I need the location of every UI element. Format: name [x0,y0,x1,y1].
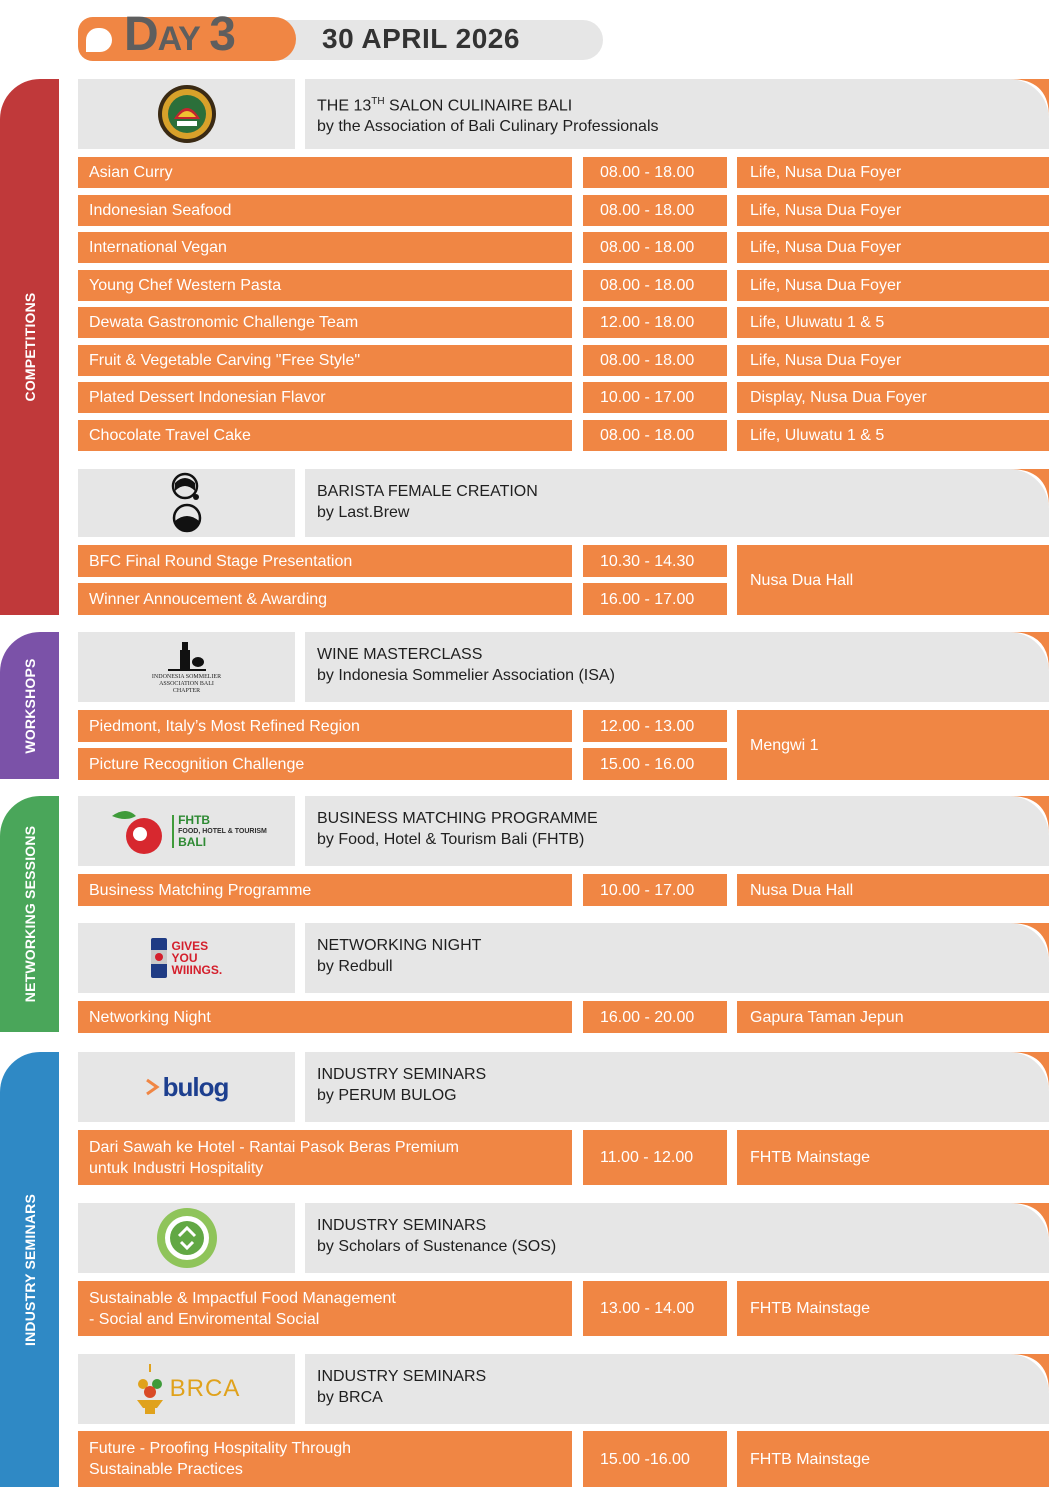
day-heading: DAY 3 [124,8,235,61]
scholars-of-sustenance-logo-icon [155,1206,219,1270]
sos-row-time: 13.00 - 14.00 [583,1281,727,1336]
salon-row-venue: Life, Uluwatu 1 & 5 [737,420,1049,451]
wine-subtitle: by Indonesia Sommelier Association (ISA) [317,667,615,684]
sos-subtitle: by Scholars of Sustenance (SOS) [317,1238,557,1255]
barista-venue: Nusa Dua Hall [737,545,1049,615]
salon-row-venue: Life, Uluwatu 1 & 5 [737,307,1049,338]
salon-row-name: Plated Dessert Indonesian Flavor [78,382,572,413]
salon-row-venue: Life, Nusa Dua Foyer [737,270,1049,301]
wine-row-2-time: 15.00 - 16.00 [583,748,727,780]
barista-row-2-name: Winner Annoucement & Awarding [78,583,572,615]
salon-row-name: Indonesian Seafood [78,195,572,226]
wine-logo-box [78,632,295,702]
salon-row-venue: Life, Nusa Dua Foyer [737,345,1049,376]
sos-row-name-line-2: - Social and Enviromental Social [89,1310,320,1328]
bulog-logo-box [78,1052,295,1122]
bulog-row-name-line-2: untuk Industri Hospitality [89,1159,264,1177]
salon-subtitle: by the Association of Bali Culinary Professionals [317,118,659,136]
salon-row-name: Asian Curry [78,157,572,188]
barista-title-box [305,469,1049,537]
networking-row-name: Networking Night [78,1001,572,1033]
salon-row-time: 08.00 - 18.00 [583,157,727,188]
salon-row-time: 08.00 - 18.00 [583,270,727,301]
business-row-time: 10.00 - 17.00 [583,874,727,906]
sos-title: INDUSTRY SEMINARS [317,1217,487,1234]
brca-title: INDUSTRY SEMINARS [317,1368,487,1385]
wine-venue: Mengwi 1 [737,710,1049,780]
sos-row-name [78,1281,572,1336]
page-header [78,8,603,62]
brca-subtitle: by BRCA [317,1389,383,1406]
barista-title: BARISTA FEMALE CREATION [317,483,538,500]
salon-row-time: 08.00 - 18.00 [583,232,727,263]
brca-row-name [78,1431,572,1487]
category-networking: NETWORKING SESSIONS [0,796,59,1032]
brca-logo-box [78,1354,295,1424]
bulog-title-box [305,1052,1049,1122]
salon-row-name: International Vegan [78,232,572,263]
networking-row-venue: Gapura Taman Jepun [737,1001,1049,1033]
brca-row-name-line-2: Sustainable Practices [89,1461,243,1478]
category-competitions: COMPETITIONS [0,79,59,615]
business-subtitle: by Food, Hotel & Tourism Bali (FHTB) [317,831,585,848]
header-date: 30 APRIL 2026 [322,23,520,54]
fhtb-logo-name: FHTB [178,812,211,827]
salon-row-venue: Display, Nusa Dua Foyer [737,382,1049,413]
salon-row-venue: Life, Nusa Dua Foyer [737,232,1049,263]
sos-row-name-line-1: Sustainable & Impactful Food Management [89,1289,396,1307]
sommelier-logo-text: INDONESIA SOMMELIER ASSOCIATION BALI CHAPTER [151,673,222,694]
brca-logo [133,1362,241,1416]
business-row-venue: Nusa Dua Hall [737,874,1049,906]
salon-title-box [305,79,1049,149]
salon-row-name: Young Chef Western Pasta [78,270,572,301]
bulog-row-time: 11.00 - 12.00 [583,1130,727,1185]
salon-row-name: Dewata Gastronomic Challenge Team [78,307,572,338]
brca-logo-text: BRCA [169,1375,241,1402]
salon-row-time: 12.00 - 18.00 [583,307,727,338]
bulog-title: INDUSTRY SEMINARS [317,1066,487,1083]
salon-row-name: Chocolate Travel Cake [78,420,572,451]
sos-row-venue: FHTB Mainstage [737,1281,1049,1336]
networking-subtitle: by Redbull [317,958,393,975]
redbull-logo [150,936,224,980]
networking-row-time: 16.00 - 20.00 [583,1001,727,1033]
business-logo-box [78,796,295,866]
barista-logo-box [78,469,295,537]
sommelier-association-logo [151,640,223,695]
category-workshops: WORKSHOPS [0,632,59,779]
salon-row-venue: Life, Nusa Dua Foyer [737,195,1049,226]
header-bubble-icon [86,28,112,52]
networking-title: NETWORKING NIGHT [317,937,482,954]
fhtb-logo-tagline: FOOD, HOTEL & TOURISM [178,827,267,835]
brca-row-venue: FHTB Mainstage [737,1431,1049,1487]
salon-row-time: 08.00 - 18.00 [583,420,727,451]
redbull-can-logo-icon [150,936,168,980]
bulog-logo [145,1072,229,1103]
wine-row-1-name: Piedmont, Italy’s Most Refined Region [78,710,572,742]
bulog-subtitle: by PERUM BULOG [317,1087,457,1104]
redbull-slogan: GIVES YOU WIIINGS. [171,939,223,977]
brca-row-name-line-1: Future - Proofing Hospitality Through [89,1440,352,1457]
bulog-row-name-line-1: Dari Sawah ke Hotel - Rantai Pasok Beras Premium [89,1138,459,1156]
business-title: BUSINESS MATCHING PROGRAMME [317,810,598,827]
bulog-row-name [78,1130,572,1185]
business-title-box [305,796,1049,866]
brca-logo-icon [133,1362,167,1416]
salon-row-time: 08.00 - 18.00 [583,345,727,376]
last-brew-logo-icon [170,471,204,535]
barista-row-1-name: BFC Final Round Stage Presentation [78,545,572,577]
networking-logo-box [78,923,295,993]
salon-row-venue: Life, Nusa Dua Foyer [737,157,1049,188]
salon-row-name: Fruit & Vegetable Carving "Free Style" [78,345,572,376]
barista-subtitle: by Last.Brew [317,504,410,521]
salon-row-time: 10.00 - 17.00 [583,382,727,413]
barista-row-2-time: 16.00 - 17.00 [583,583,727,615]
fhtb-apple-logo-icon [106,806,166,856]
wine-row-1-time: 12.00 - 13.00 [583,710,727,742]
salon-title: THE 13TH SALON CULINAIRE BALI [317,96,573,115]
salon-row-time: 08.00 - 18.00 [583,195,727,226]
bulog-logo-text: bulog [162,1071,229,1102]
sos-logo-box [78,1203,295,1273]
category-industry-seminars: INDUSTRY SEMINARS [0,1052,59,1487]
sommelier-association-logo-icon [162,640,212,674]
networking-title-box [305,923,1049,993]
wine-row-2-name: Picture Recognition Challenge [78,748,572,780]
bulog-row-venue: FHTB Mainstage [737,1130,1049,1185]
bulog-logo-icon [145,1076,161,1098]
fhtb-logo [106,806,267,856]
wine-title: WINE MASTERCLASS [317,646,483,663]
salon-logo-box [78,79,295,149]
brca-title-box [305,1354,1049,1424]
fhtb-logo-place: BALI [178,834,207,849]
sos-title-box [305,1203,1049,1273]
brca-row-time: 15.00 -16.00 [583,1431,727,1487]
barista-row-1-time: 10.30 - 14.30 [583,545,727,577]
culinary-professionals-badge-icon [152,83,222,145]
wine-title-box [305,632,1049,702]
business-row-name: Business Matching Programme [78,874,572,906]
